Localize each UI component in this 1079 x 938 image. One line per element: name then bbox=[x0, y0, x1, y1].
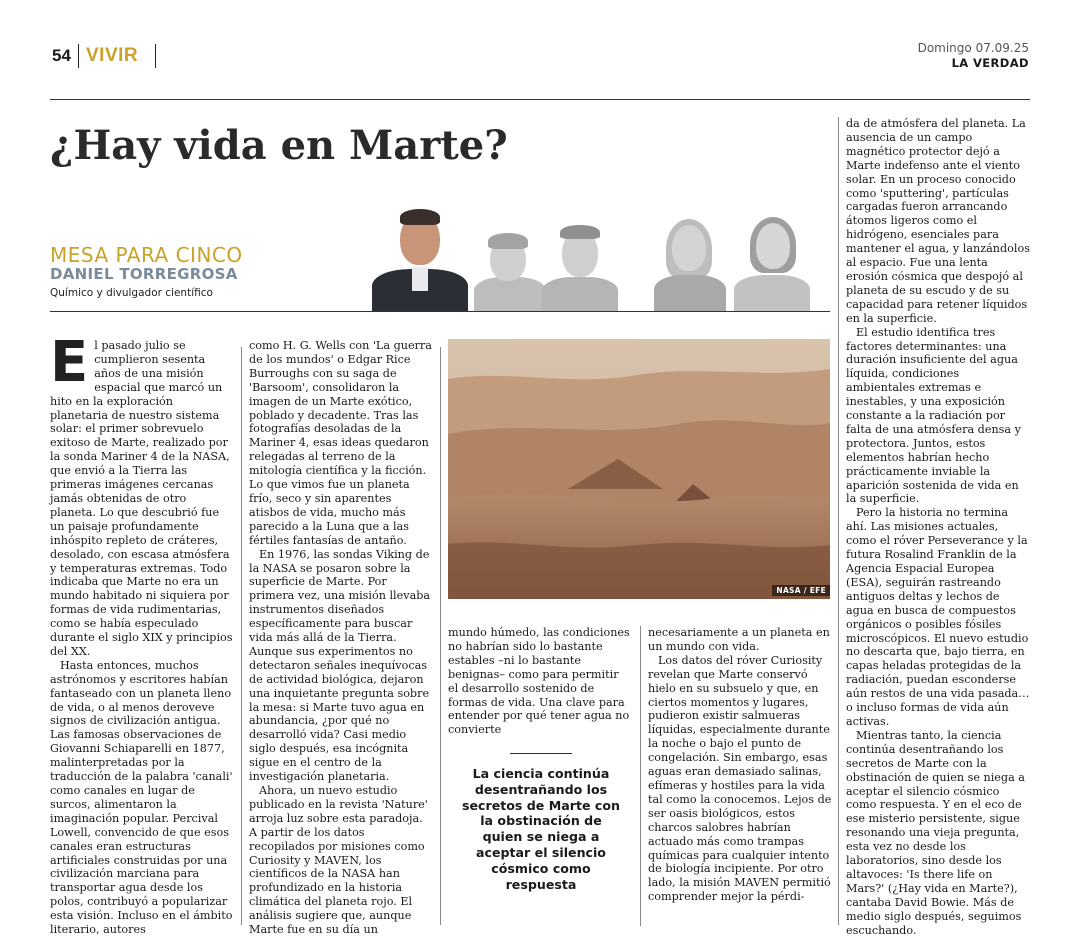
paragraph: da de atmósfera del planeta. La ausencia de un campo magnético protector dejó a Marte indefenso ante el viento solar. En un proceso conocido como 'sputtering', partículas cargadas fueron arrancando átomos ligeros como el hidrógeno, esenciales para mantener el agua, y lanzándolos al espacio. Fue una lenta erosión cósmica que despojó al planeta de su escudo y de su capacidad para retener líquidos en la superficie. bbox=[846, 117, 1030, 325]
author-portrait bbox=[370, 205, 470, 311]
column-kicker: MESA PARA CINCO bbox=[50, 243, 243, 267]
author-role: Químico y divulgador científico bbox=[50, 287, 213, 299]
columnist-portraits bbox=[370, 205, 830, 311]
header-divider bbox=[155, 44, 156, 68]
pull-quote-rule bbox=[510, 753, 572, 754]
columnist-portrait bbox=[650, 211, 730, 311]
paragraph: En 1976, las sondas Viking de la NASA se posaron sobre la superficie de Marte. Por primera vez, una misión llevaba instrumentos diseñados específicamente para buscar vida más allá de la Tierra. Aunque sus experimentos no detectaron señales inequívocas de actividad biológica, dejaron una inquietante pregunta sobre la mesa: si Marte tuvo agua en abundancia, ¿por qué no desarrolló vida? Casi medio siglo después, esa incógnita sigue en el centro de la investigación planetaria. bbox=[249, 547, 431, 784]
newspaper-name: LA VERDAD bbox=[951, 56, 1029, 70]
pull-quote: La ciencia continúa desentrañando los secretos de Marte con la obstinación de quien se niega a aceptar el silencio cósmico como respuesta bbox=[461, 766, 621, 892]
columnist-portrait bbox=[538, 219, 622, 311]
header-divider bbox=[78, 44, 79, 68]
column-divider bbox=[241, 347, 242, 925]
article-column-2 bbox=[249, 339, 433, 937]
paragraph: l pasado julio se cumplieron sesenta años de una misión espacial que marcó un hito en la exploración planetaria de nuestro sistema solar: el primer sobrevuelo exitoso de Marte, realizado por la sonda Mariner 4 de la NASA, que envió a la Tierra las primeras imágenes cercanas jamás obtenidas de otro planeta. Lo que descubrió fue un paisaje profundamente inhóspito repleto de cráteres, desolado, con escasa atmósfera y temperaturas extremas. Todo indicaba que Marte no era un mundo habitado ni siquiera por formas de vida rudimentarias, como se había especulado durante el siglo XIX y principios del XX. bbox=[50, 339, 233, 658]
article-column-5 bbox=[846, 117, 1030, 937]
paragraph: Mientras tanto, la ciencia continúa desentrañando los secretos de Marte con la obstinación de quien se niega a aceptar el silencio cósmico como respuesta. Y en el eco de ese misterio persistente, sigue resonando una vieja pregunta, esta vez no desde los laboratorios, sino desde los altavoces: 'Is there life on Mars?' (¿Hay vida en Marte?), cantaba David Bowie. Más de medio siglo después, seguimos escuchando. bbox=[846, 728, 1025, 937]
header-rule bbox=[50, 99, 1030, 100]
photo-credit: NASA / EFE bbox=[772, 585, 830, 596]
paragraph: como H. G. Wells con 'La guerra de los mundos' o Edgar Rice Burroughs con su saga de 'Barsoom', consolidaron la imagen de un Marte exótico, poblado y decadente. Tras las fotografías desoladas de la Mariner 4, esas ideas quedaron relegadas al terreno de la mitología científica y la ficción. Lo que vimos fue un planeta frío, seco y sin aparentes atisbos de vida, mucho más parecido a la Luna que a las fértiles fantasías de antaño. bbox=[249, 339, 432, 547]
paragraph: Hasta entonces, muchos astrónomos y escritores habían fantaseado con un planeta lleno de vida, o al menos deroveve signos de civilización antigua. Las famosas observaciones de Giovanni Schiaparelli en 1877, malinterpretadas por la traducción de la palabra 'canali' como canales en lugar de surcos, alimentaron la imaginación popular. Percival Lowell, convencido de que esos canales eran estructuras artificiales construidas por una civilización marciana para transportar agua desde los polos, contribuyó a popularizar esta visión. Incluso en el ámbito literario, autores bbox=[50, 658, 233, 937]
paragraph: necesariamente a un planeta en un mundo con vida. bbox=[648, 626, 830, 653]
section-label: VIVIR bbox=[86, 45, 139, 66]
column-divider bbox=[640, 626, 641, 926]
column-divider bbox=[838, 117, 839, 925]
paragraph: Pero la historia no termina ahí. Las misiones actuales, como el róver Perseverance y la futura Rosalind Franklin de la Agencia Espacial Europea (ESA), seguirán rastreando antiguos deltas y lechos de agua en busca de compuestos orgánicos o posibles fósiles microscópicos. El nuevo estudio no descarta que, bajo tierra, en capas heladas protegidas de la radiación, puedan esconderse aún restos de una vida pasada… o incluso formas de vida aún activas. bbox=[846, 506, 1030, 728]
drop-cap: E bbox=[50, 330, 89, 395]
byline-rule bbox=[50, 311, 830, 312]
article-column-3 bbox=[448, 626, 632, 736]
paragraph: mundo húmedo, las condiciones no habrían sido lo bastante estables –ni lo bastante benignas– como para permitir el desarrollo sostenido de formas de vida. Una clave para entender por qué tener agua no convierte bbox=[448, 626, 630, 737]
issue-date: Domingo 07.09.25 bbox=[917, 41, 1029, 55]
article-column-4 bbox=[648, 626, 832, 926]
page-number: 54 bbox=[52, 46, 71, 65]
author-name: DANIEL TORREGROSA bbox=[50, 265, 238, 283]
paragraph: Los datos del róver Curiosity revelan que Marte conservó hielo en su subsuelo y que, en ciertos momentos y lugares, pudieron existir salmueras líquidas, especialmente durante la noche o bajo el punto de congelación. Sin embargo, esas aguas eran demasiado salinas, efímeras y hostiles para la vida tal como la conocemos. Lejos de ser oasis biológicos, estos charcos salobres habrían actuado más como trampas químicas para cualquier intento de biología incipiente. Por otro lado, la misión MAVEN permitió comprender mejor la pérdi- bbox=[648, 653, 832, 904]
paragraph: El estudio identifica tres factores determinantes: una duración insuficiente del agua líquida, condiciones ambientales extremas e inestables, y una exposición constante a la radiación por falta de una atmósfera densa y protectora. Juntos, estos elementos habrían hecho prácticamente inviable la aparición sostenida de vida en la superficie. bbox=[846, 325, 1021, 506]
column-divider bbox=[440, 347, 441, 925]
mars-landscape-photo bbox=[448, 339, 830, 599]
article-column-1 bbox=[50, 330, 234, 937]
paragraph: Ahora, un nuevo estudio publicado en la revista 'Nature' arroja luz sobre esta paradoja. A partir de los datos recopilados por misiones como Curiosity y MAVEN, los científicos de la NASA han profundizado en la historia climática del planeta rojo. El análisis sugiere que, aunque Marte fue en su día un bbox=[249, 784, 428, 937]
columnist-portrait bbox=[730, 209, 814, 311]
article-headline: ¿Hay vida en Marte? bbox=[50, 122, 508, 169]
